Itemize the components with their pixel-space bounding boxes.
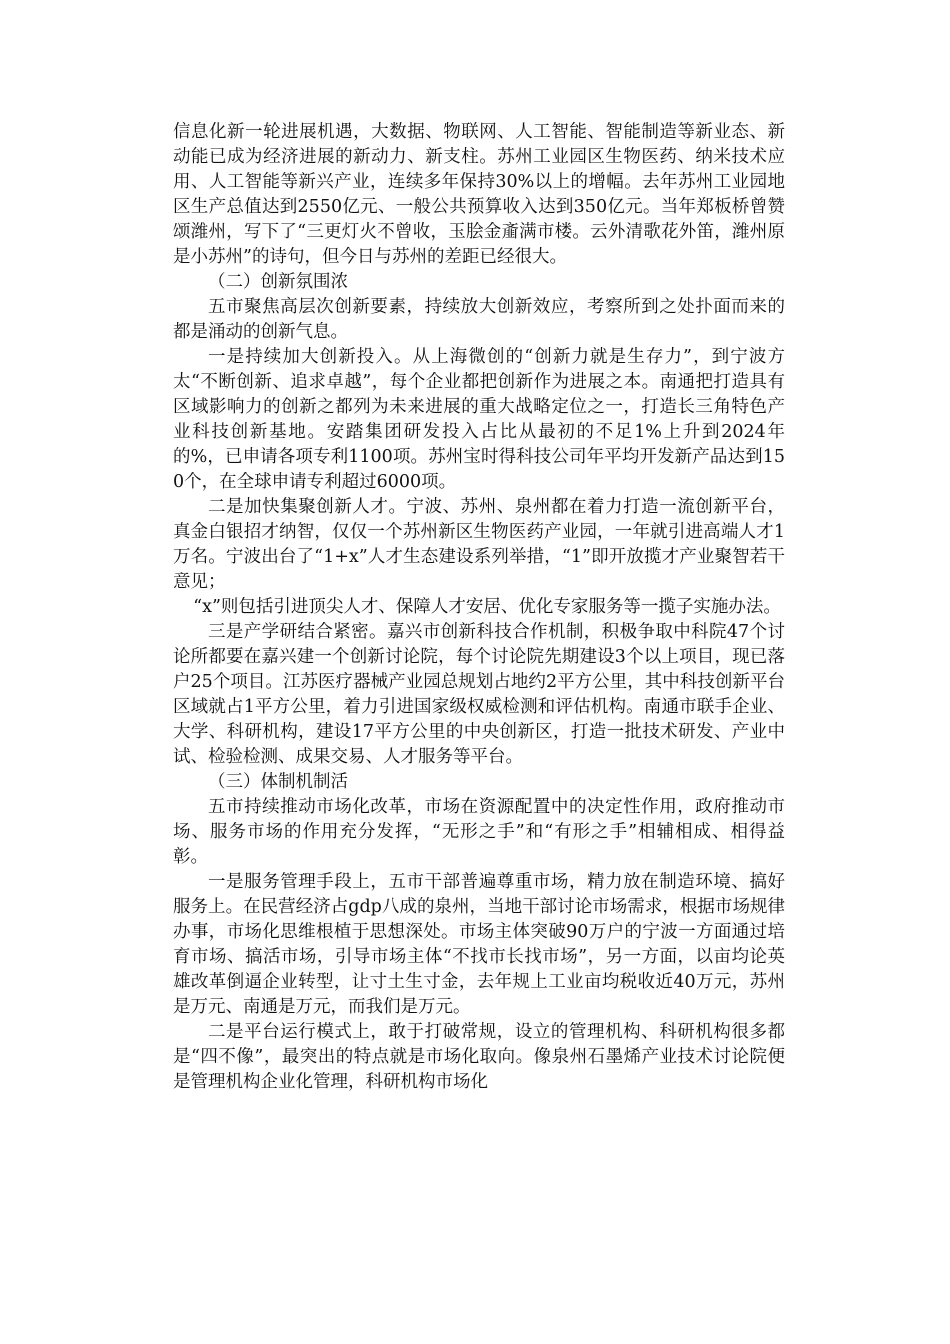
document-page	[173, 120, 785, 1095]
paragraph-innovation-overview: 五市聚焦高层次创新要素，持续放大创新效应，考察所到之处扑面而来的都是涌动的创新气息。	[173, 297, 785, 342]
section-heading-institutional-mechanism: （三）体制机制活	[208, 772, 348, 792]
paragraph-intro-continued: 信息化新一轮进展机遇，大数据、物联网、人工智能、智能制造等新业态、新动能已成为经济进展的新动力、新支柱。苏州工业园区生物医药、纳米技术应用、人工智能等新兴产业，连续多年保持30%以上的增幅。去年苏州工业园地区生产总值达到2550亿元、一般公共预算收入达到350亿元。当年郑板桥曾赞颂潍州，写下了“三更灯火不曾收，玉脍金齑满市楼。云外清歌花外笛，潍州原是小苏州”的诗句，但今日与苏州的差距已经很大。	[173, 122, 785, 267]
paragraph-talent-measures: “x”则包括引进顶尖人才、保障人才安居、优化专家服务等一揽子实施办法。	[193, 597, 781, 617]
paragraph-innovation-investment: 一是持续加大创新投入。从上海微创的“创新力就是生存力”，到宁波方太“不断创新、追求卓越”，每个企业都把创新作为进展之本。南通把打造具有区域影响力的创新之都列为未来进展的重大战略定位之一，打造长三角特色产业科技创新基地。安踏集团研发投入占比从最初的不足1%上升到2024年的%，已申请各项专利1100项。苏州宝时得科技公司年平均开发新产品达到150个，在全球申请专利超过6000项。	[173, 347, 785, 492]
paragraph-platform-operation: 二是平台运行模式上，敢于打破常规，设立的管理机构、科研机构很多都是“四不像”，最突出的特点就是市场化取向。像泉州石墨烯产业技术讨论院便是管理机构企业化管理，科研机构市场化	[173, 1022, 785, 1092]
paragraph-service-management: 一是服务管理手段上，五市干部普遍尊重市场，精力放在制造环境、搞好服务上。在民营经济占gdp八成的泉州，当地干部讨论市场需求，根据市场规律办事，市场化思维根植于思想深处。市场主体突破90万户的宁波一方面通过培育市场、搞活市场，引导市场主体“不找市长找市场”，另一方面，以亩均论英雄改革倒逼企业转型，让寸土生寸金，去年规上工业亩均税收近40万元，苏州是万元、南通是万元，而我们是万元。	[173, 872, 785, 1017]
section-heading-innovation-atmosphere: （二）创新氛围浓	[208, 272, 348, 292]
paragraph-market-reform: 五市持续推动市场化改革，市场在资源配置中的决定性作用，政府推动市场、服务市场的作用充分发挥，“无形之手”和“有形之手”相辅相成、相得益彰。	[173, 797, 785, 867]
paragraph-innovation-talent: 二是加快集聚创新人才。宁波、苏州、泉州都在着力打造一流创新平台，真金白银招才纳智，仅仅一个苏州新区生物医药产业园，一年就引进高端人才1万名。宁波出台了“1+x”人才生态建设系列举措，“1”即开放揽才产业聚智若干意见；	[173, 497, 785, 592]
paragraph-industry-academia: 三是产学研结合紧密。嘉兴市创新科技合作机制，积极争取中科院47个讨论所都要在嘉兴建一个创新讨论院，每个讨论院先期建设3个以上项目，现已落户25个项目。江苏医疗器械产业园总规划占地约2平方公里，其中科技创新平台区域就占1平方公里，着力引进国家级权威检测和评估机构。南通市联手企业、大学、科研机构，建设17平方公里的中央创新区，打造一批技术研发、产业中试、检验检测、成果交易、人才服务等平台。	[173, 622, 785, 767]
